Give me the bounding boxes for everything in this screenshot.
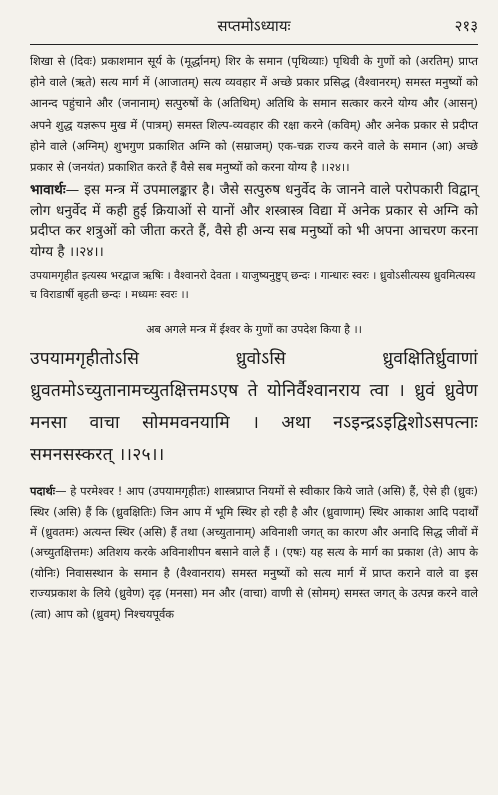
padartha-label: पदार्थः (30, 484, 56, 499)
running-head: सप्तमोऽध्यायः (217, 17, 291, 35)
bhavartha-label: भावार्थः (30, 182, 66, 199)
page-header (30, 10, 478, 34)
bhavartha-text: — इस मन्त्र में उपमालङ्कार है। जैसे सत्पुरुष धनुर्वेद के जानने वाले परोपकारी विद्वान् लोग धनुर्वेद में कही हुई क्रियाओं से यानों और शस्त्रास्त्र विद्या में अनेक प्रकार से अग्नि को प्रदीप्त कर शत्रुओं को जीता करते हैं, वैसे ही अन्य सब मनुष्यों को भी अपना आचरण करना योग्य है ।।२४।। (30, 182, 478, 260)
padartha-paragraph (30, 481, 478, 624)
padartha-text: — हे परमेश्वर ! आप (उपयामगृहीतः) शास्त्रप्राप्त नियमों से स्वीकार किये जाते (असि) हैं, ऐसे ही (ध्रुवः) स्थिर (असि) हैं कि (ध्रुवक्षितिः) जिन आप में भूमि स्थिर हो रही है और (ध्रुवाणाम्) स्थिर आकाश आदि पदार्थों में (ध्रुवतमः) अत्यन्त स्थिर (असि) हैं तथा (अच्युतानाम्) अविनाशी जगत् का कारण और अनादि सिद्ध जीवों में (अच्युतक्षित्तमः) अतिशय करके अविनाशीपन बसाने वाले हैं । (एषः) यह सत्य के मार्ग का प्रकाश (ते) आप के (योनिः) निवासस्थान के समान है (वैश्वानराय) समस्त मनुष्यों को सत्य मार्ग में प्राप्त कराने वाले वा इस राज्यप्रकाश के लिये (ध्रुवेण) दृढ़ (मनसा) मन और (वाचा) वाणी से (सोमम्) समस्त जगत् के उत्पन्न करने वाले (त्वा) आप को (ध्रुवम्) निश्चयपूर्वक (30, 484, 478, 621)
mantra-intro: अब अगले मन्त्र में ईश्वर के गुणों का उपदेश किया है ।। (146, 323, 362, 337)
rishi-devata-block: उपयामगृहीत इत्यस्य भरद्वाज ऋषिः । वैश्वानरो देवता । याजुष्यनुष्टुप् छन्दः । गान्धारः स्वरः । ध्रुवोऽसीत्यस्य ध्रुवमित्यस्य च विराडार्षी बृहती छन्दः । मध्यमः स्वरः ।। (30, 269, 476, 302)
header-rule (30, 44, 478, 45)
mantra-text: उपयामगृहीतोऽसि ध्रुवोऽसि ध्रुवक्षितिर्ध्रुवाणां ध्रुवतमोऽच्युतानामच्युतक्षित्तमऽएष ते योनिर्वैश्वानराय त्वा । ध्रुवं ध्रुवेण मनसा वाचा सोममवनयामि । अथा नऽइन्द्रऽइद्विशोऽसपत्नाः समनसस्करत् ।।२५।। (30, 349, 478, 466)
commentary-paragraph: शिखा से (दिवः) प्रकाशमान सूर्य के (मूर्द्धानम्) शिर के समान (पृथिव्याः) पृथिवी के गुणों को (अरतिम्) प्राप्त होने वाले (ऋते) सत्य मार्ग में (आजातम्) सत्य व्यवहार में अच्छे प्रकार प्रसिद्ध (वैश्वानरम्) समस्त मनुष्यों को आनन्द पहुंचाने और (जनानाम्) सत्पुरुषों के (अतिथिम्) अतिथि के समान सत्कार करने योग्य और (आसन्) अपने शुद्ध यज्ञरूप मुख में (पात्रम्) समस्त शिल्प-व्यवहार की रक्षा करने (कविम्) और अनेक प्रकार से प्रदीप्त होने वाले (अग्निम्) शुभगुण प्रकाशित अग्नि को (सम्राजम्) एक-चक्र राज्य करने वाले के समान (आ) अच्छे प्रकार से (जनयंत) प्रकाशित करते हैं वैसे सब मनुष्यों को करना योग्य है ।।२४।। (30, 54, 478, 175)
page-number: २१३ (454, 17, 478, 35)
bhavartha-paragraph (30, 180, 478, 262)
